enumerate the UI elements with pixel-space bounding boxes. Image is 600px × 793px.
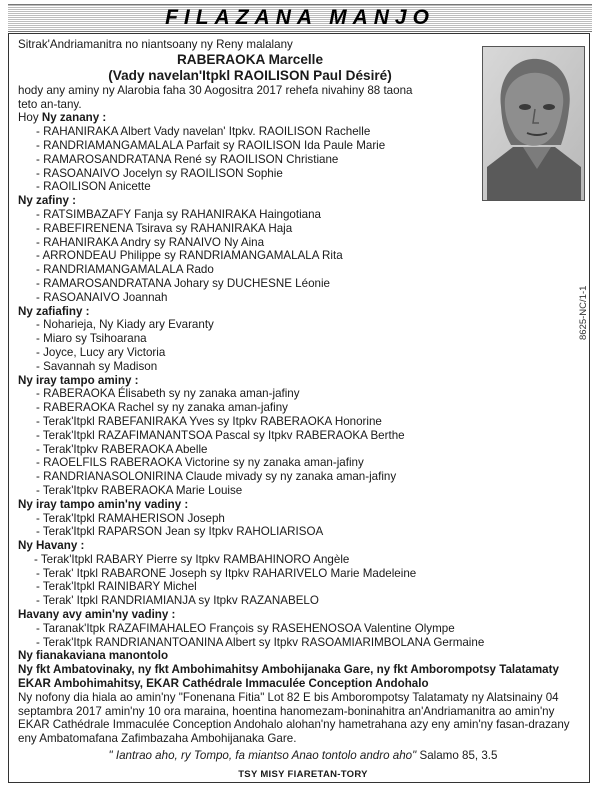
- list-item: - RAOILISON Anicette: [36, 180, 151, 194]
- list-item: - RABERAOKA Élisabeth sy ny zanaka aman-jafiny: [36, 387, 300, 401]
- list-item: - Terak'Itpkv RABERAOKA Marie Louise: [36, 483, 243, 497]
- section-great-grandchildren: [18, 305, 588, 374]
- page-title: FILAZANA MANJO: [165, 6, 435, 29]
- quote-text: " Iantrao aho, ry Tompo, fa miantso Anao tontolo andro aho": [108, 749, 417, 763]
- list-item: - RAOELFILS RABERAOKA Victorine sy ny zanaka aman-jafiny: [36, 456, 364, 470]
- deceased-name: RABERAOKA Marcelle: [176, 51, 324, 67]
- section-title: Ny zafiny :: [18, 194, 76, 208]
- section-title: Ny iray tampo amin'ny vadiny :: [18, 497, 189, 511]
- header-bar: [8, 4, 592, 32]
- section-title: Ny iray tampo aminy :: [18, 373, 139, 387]
- list-item: - Noharieja, Ny Kiady ary Evaranty: [36, 318, 214, 332]
- list-item: - Terak' Itpkl RABARONE Joseph sy Itpkv RAHARIVELO Marie Madeleine: [36, 566, 417, 580]
- section-grandchildren: [18, 194, 588, 304]
- section-title: Havany avy amin'ny vadiny :: [18, 608, 176, 622]
- list-item: - RASOANAIVO Jocelyn sy RAOILISON Sophie: [36, 166, 283, 180]
- death-info: hody any aminy ny Alarobia faha 30 Aogositra 2017 rehefa nivahiny 88 taona: [18, 83, 413, 97]
- list-item: - RASOANAIVO Joannah: [36, 290, 168, 304]
- section-siblings: [18, 374, 588, 498]
- section-spouse-siblings: [18, 498, 588, 539]
- list-item: - Miaro sy Tsihoarana: [36, 332, 147, 346]
- list-item: - RANDRIANASOLONIRINA Claude mivady sy ny zanaka aman-jafiny: [36, 470, 397, 484]
- list-item: - Taranak'Itpk RAZAFIMAHALEO François sy RASEHENOSOA Valentine Olympe: [36, 621, 455, 635]
- church-line: EKAR Ambohimahitsy, EKAR Cathédrale Immaculée Conception Andohalo: [18, 677, 429, 691]
- intro-text: Sitrak'Andriamanitra no niantsoany ny Reny malalany: [18, 38, 293, 51]
- section-title: Ny zafiafiny :: [18, 304, 90, 318]
- list-item: - ARRONDEAU Philippe sy RANDRIAMANGAMALALA Rita: [36, 249, 343, 263]
- section-title: Ny zanany :: [41, 111, 107, 125]
- notice-content: [18, 38, 588, 782]
- section-children: [18, 111, 588, 194]
- list-item: - Terak'Itpk RANDRIANANTOANINA Albert sy Itpkv RASOAMIARIMBOLANA Germaine: [36, 635, 485, 649]
- community-line: Ny fkt Ambatovinaky, ny fkt Ambohimahitsy Ambohijanaka Gare, ny fkt Amborompotsy Talatamaty: [18, 663, 559, 677]
- list-item: - Terak'Itpkl RAINIBARY Michel: [36, 580, 197, 594]
- section-prefix: Hoy: [18, 111, 42, 125]
- list-item: - RABERAOKA Rachel sy ny zanaka aman-jafiny: [36, 401, 288, 415]
- list-item: - RAMAROSANDRATANA Johary sy DUCHESNE Léonie: [36, 276, 330, 290]
- list-item: - RABEFIRENENA Tsirava sy RAHANIRAKA Haja: [36, 221, 293, 235]
- section-title: Ny Havany :: [18, 539, 85, 553]
- quote-reference: Salamo 85, 3.5: [416, 749, 498, 763]
- death-info-cont: teto an-tany.: [18, 97, 82, 111]
- list-item: - Joyce, Lucy ary Victoria: [36, 345, 166, 359]
- list-item: - Savannah sy Madison: [36, 359, 158, 373]
- list-item: - RAHANIRAKA Albert Vady navelan' Itpkv. RAOILISON Rachelle: [36, 125, 371, 139]
- list-item: - RANDRIAMANGAMALALA Parfait sy RAOILISON Ida Paule Marie: [36, 138, 386, 152]
- list-item: - Terak' Itpkl RANDRIAMIANJA sy Itpkv RAZANABELO: [36, 594, 319, 608]
- list-item: - RAHANIRAKA Andry sy RANAIVO Ny Aina: [36, 235, 265, 249]
- reference-code: 8625-NC/1-1: [578, 285, 589, 340]
- list-item: - Terak'Itpkl RAMAHERISON Joseph: [36, 511, 225, 525]
- ceremony-text: eny Ambatomafana Zafimbazaha Ambohijanaka Gare.: [18, 732, 297, 746]
- list-item: - Terak'Itpkl RABEFANIRAKA Yves sy Itpkv RABERAOKA Honorine: [36, 414, 382, 428]
- list-item: - Terak'Itpkl RAPARSON Jean sy Itpkv RAHOLIARISOA: [36, 525, 324, 539]
- list-item: - RATSIMBAZAFY Fanja sy RAHANIRAKA Haingotiana: [36, 207, 322, 221]
- list-item: - Terak'Itpkv RABERAOKA Abelle: [36, 442, 208, 456]
- ceremony-text: Ny nofony dia hiala ao amin'ny "Fonenana Fitia" Lot 82 E bis Amborompotsy Talatamaty ny Alatsinainy 04: [18, 690, 559, 704]
- closing-signature: TSY MISY FIARETAN-TORY: [238, 768, 368, 780]
- closing-block: [18, 649, 588, 781]
- list-item: - RANDRIAMANGAMALALA Rado: [36, 263, 214, 277]
- list-item: - RAMAROSANDRATANA René sy RAOILISON Christiane: [36, 152, 339, 166]
- bible-quote: [18, 749, 588, 763]
- ceremony-text: septambra 2017 amin'ny 10 ora maraina, hoentina hanomezam-boninahitra an'Andriamanitra ao amin'ny: [18, 704, 555, 718]
- section-spouse-relatives: [18, 608, 588, 649]
- section-relatives: [18, 539, 588, 608]
- family-line: Ny fianakaviana manontolo: [18, 649, 169, 663]
- ceremony-text: EKAR Cathédrale Immaculée Conception Andohalo alohan'ny hametrahana azy eny amin'ny fasan-drazany: [18, 718, 570, 732]
- spouse-line: (Vady navelan'Itpkl RAOILISON Paul Désiré): [108, 67, 392, 83]
- list-item: - Terak'Itpkl RAZAFIMANANTSOA Pascal sy Itpkv RABERAOKA Berthe: [36, 428, 405, 442]
- list-item: - Terak'Itpkl RABARY Pierre sy Itpkv RAMBAHINORO Angèle: [34, 552, 350, 566]
